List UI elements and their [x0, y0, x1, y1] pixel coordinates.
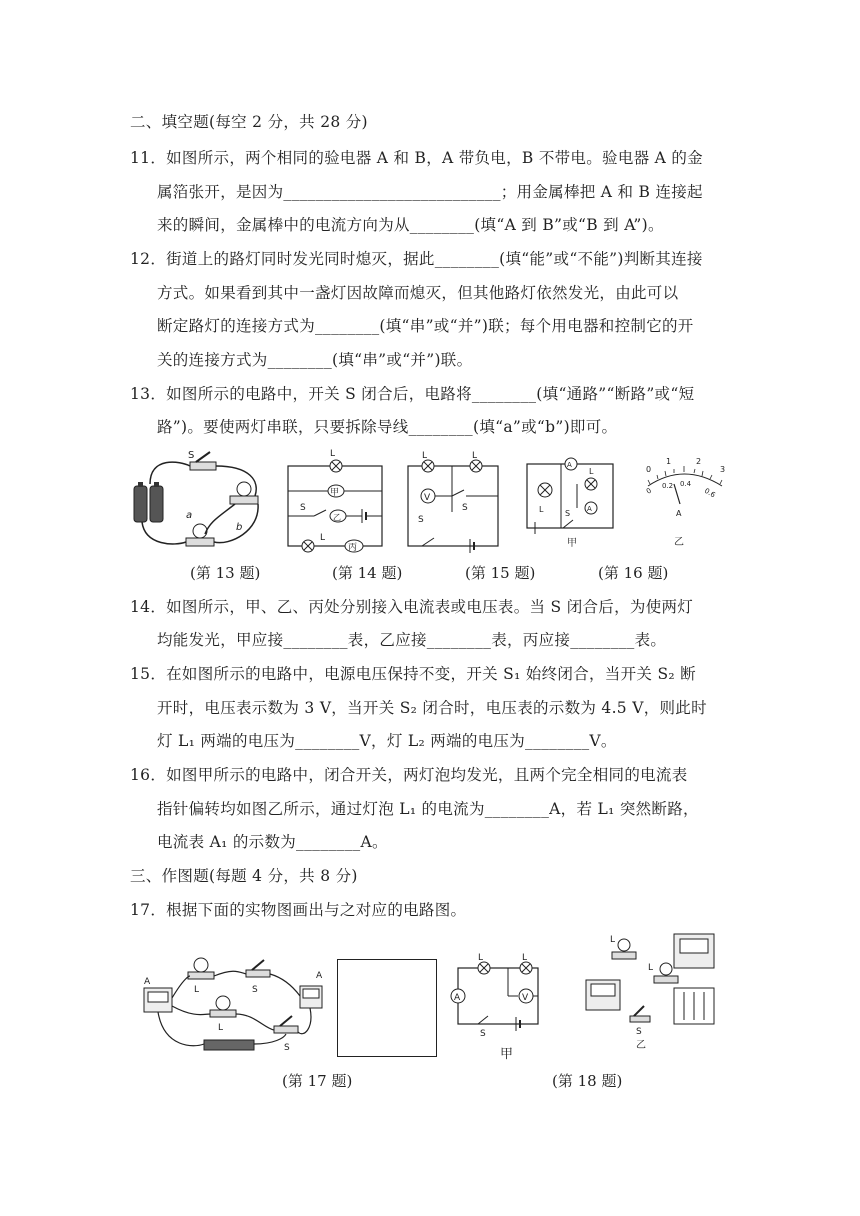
- question-line: 16．如图甲所示的电路中，闭合开关，两灯泡均发光，且两个完全相同的电流表: [130, 766, 688, 784]
- bulb-icon: [188, 958, 214, 979]
- jia-label: 甲: [330, 488, 340, 498]
- figure-17-physical-circuit: [134, 948, 324, 1058]
- tick-label: 0.2: [662, 482, 674, 490]
- l1-label: L: [330, 449, 336, 459]
- question-line: 方式。如果看到其中一盏灯因故障而熄灭，但其他路灯依然发光，由此可以: [157, 284, 679, 302]
- bulb-icon: [210, 996, 236, 1017]
- tick-label: 1: [666, 457, 672, 466]
- switch-icon: [246, 960, 270, 977]
- ammeter-icon: [300, 986, 322, 1008]
- battery-icon: [674, 988, 714, 1024]
- ammeter-icon: [144, 988, 172, 1012]
- yi-label: 乙: [636, 1040, 646, 1051]
- section-heading-fill-blanks: 二、填空题(每空 2 分，共 28 分): [130, 113, 368, 131]
- s1-label: S: [252, 985, 258, 995]
- meter-unit-label: A: [676, 509, 682, 518]
- figure-16-jia-circuit: [525, 454, 620, 550]
- tick-label: 0: [646, 465, 652, 474]
- switch-label: S: [300, 503, 306, 513]
- tick-label: 3: [720, 465, 726, 474]
- question-line: 开时，电压表示数为 3 V，当开关 S₂ 闭合时，电压表的示数为 4.5 V，则此时: [157, 699, 707, 717]
- switch-label: S: [565, 509, 571, 518]
- ammeter-icon: [586, 980, 620, 1010]
- answer-box-blank[interactable]: [337, 959, 437, 1057]
- question-line: 11．如图所示，两个相同的验电器 A 和 B，A 带负电，B 不带电。验电器 A 的金: [130, 149, 703, 167]
- caption-fig16: (第 16 题): [598, 564, 669, 582]
- l2-label: L: [472, 451, 478, 461]
- wire-b-label: b: [236, 522, 243, 533]
- l1-label: L: [478, 953, 484, 963]
- question-line: 断定路灯的连接方式为________(填“串”或“并”)联；每个用电器和控制它的开: [157, 317, 694, 335]
- caption-fig18: (第 18 题): [552, 1072, 623, 1090]
- figure-14-circuit: [286, 446, 386, 556]
- figure-15-circuit: [404, 450, 504, 550]
- l2-label: L: [648, 963, 654, 973]
- fig18-jia-label: 甲: [500, 1047, 514, 1062]
- question-line: 路”)。要使两灯串联，只要拆除导线________(填“a”或“b”)即可。: [157, 418, 618, 436]
- l1-label: L: [422, 451, 428, 461]
- battery-icon: [134, 482, 163, 522]
- question-line: 关的连接方式为________(填“串”或“并”)联。: [157, 351, 473, 369]
- tick-label: 0.4: [680, 480, 692, 488]
- l1-label: L: [610, 935, 616, 945]
- s1-label: S: [418, 515, 424, 525]
- l1-label: L: [194, 985, 200, 995]
- question-line: 14．如图所示，甲、乙、丙处分别接入电流表或电压表。当 S 闭合后，为使两灯: [130, 598, 694, 616]
- a2-label: A: [144, 977, 151, 987]
- a1-label: A: [316, 971, 323, 981]
- question-line: 15．在如图所示的电路中，电源电压保持不变，开关 S₁ 始终闭合，当开关 S₂ 断: [130, 665, 696, 683]
- question-line: 灯 L₁ 两端的电压为________V，灯 L₂ 两端的电压为________V。: [157, 732, 617, 750]
- l2-label: L: [589, 467, 594, 476]
- question-line: 12．街道上的路灯同时发光同时熄灭，据此________(填“能”或“不能”)判断其连接: [130, 250, 703, 268]
- tick-label: 0: [645, 486, 653, 496]
- question-line: 来的瞬间，金属棒中的电流方向为从________(填“A 到 B”或“B 到 A”)。: [157, 216, 664, 234]
- a2-label: A: [587, 505, 592, 513]
- voltmeter-label: V: [522, 993, 529, 1003]
- bulb-icon: [612, 939, 636, 959]
- l2-label: L: [320, 533, 326, 543]
- l2-label: L: [218, 1023, 224, 1033]
- caption-fig17: (第 17 题): [282, 1072, 353, 1090]
- l2-label: L: [522, 953, 528, 963]
- caption-fig15: (第 15 题): [465, 564, 536, 582]
- voltmeter-icon: [674, 934, 714, 968]
- tick-label: 0.6: [703, 486, 717, 500]
- switch-icon: [274, 1016, 298, 1033]
- caption-fig14: (第 14 题): [332, 564, 403, 582]
- figure-18-jia-circuit: [450, 952, 560, 1039]
- question-line: 均能发光，甲应接________表，乙应接________表，丙应接________表。: [157, 631, 667, 649]
- figure-13-physical-circuit: [130, 446, 270, 556]
- bulb-icon: [230, 482, 258, 504]
- wire-a-label: a: [186, 510, 193, 521]
- switch-label: S: [188, 450, 195, 461]
- a1-label: A: [567, 461, 572, 469]
- switch-label: S: [636, 1027, 642, 1037]
- question-line: 指针偏转均如图乙所示，通过灯泡 L₁ 的电流为________A，若 L₁ 突然断路，: [157, 800, 699, 818]
- question-17: 17．根据下面的实物图画出与之对应的电路图。: [130, 901, 467, 919]
- jia-label: 甲: [567, 538, 577, 549]
- section-heading-drawing: 三、作图题(每题 4 分，共 8 分): [130, 867, 358, 885]
- tick-label: 2: [696, 457, 702, 466]
- question-line: 属箔张开，是因为___________________________；用金属棒把 A 和 B 连接起: [157, 183, 703, 201]
- s2-label: S: [462, 503, 468, 513]
- yi-label: 乙: [333, 513, 341, 522]
- caption-fig13: (第 13 题): [190, 564, 261, 582]
- ammeter-label: A: [454, 993, 461, 1003]
- bulb-icon: [186, 524, 214, 546]
- question-line: 13．如图所示的电路中，开关 S 闭合后，电路将________(填“通路”“断路”或“短: [130, 385, 695, 403]
- l1-label: L: [539, 505, 544, 514]
- figure-18-yi-components: [582, 930, 732, 1050]
- switch-label: S: [284, 1043, 290, 1053]
- question-line: 电流表 A₁ 的示数为________A。: [157, 833, 388, 851]
- switch-label: S: [480, 1029, 486, 1039]
- battery-icon: [204, 1040, 254, 1050]
- switch-icon: [630, 1006, 650, 1022]
- figure-16-yi-ammeter-dial: [640, 456, 730, 550]
- voltmeter-label: V: [424, 493, 431, 503]
- bing-label: 丙: [348, 543, 358, 553]
- yi-label: 乙: [674, 537, 684, 548]
